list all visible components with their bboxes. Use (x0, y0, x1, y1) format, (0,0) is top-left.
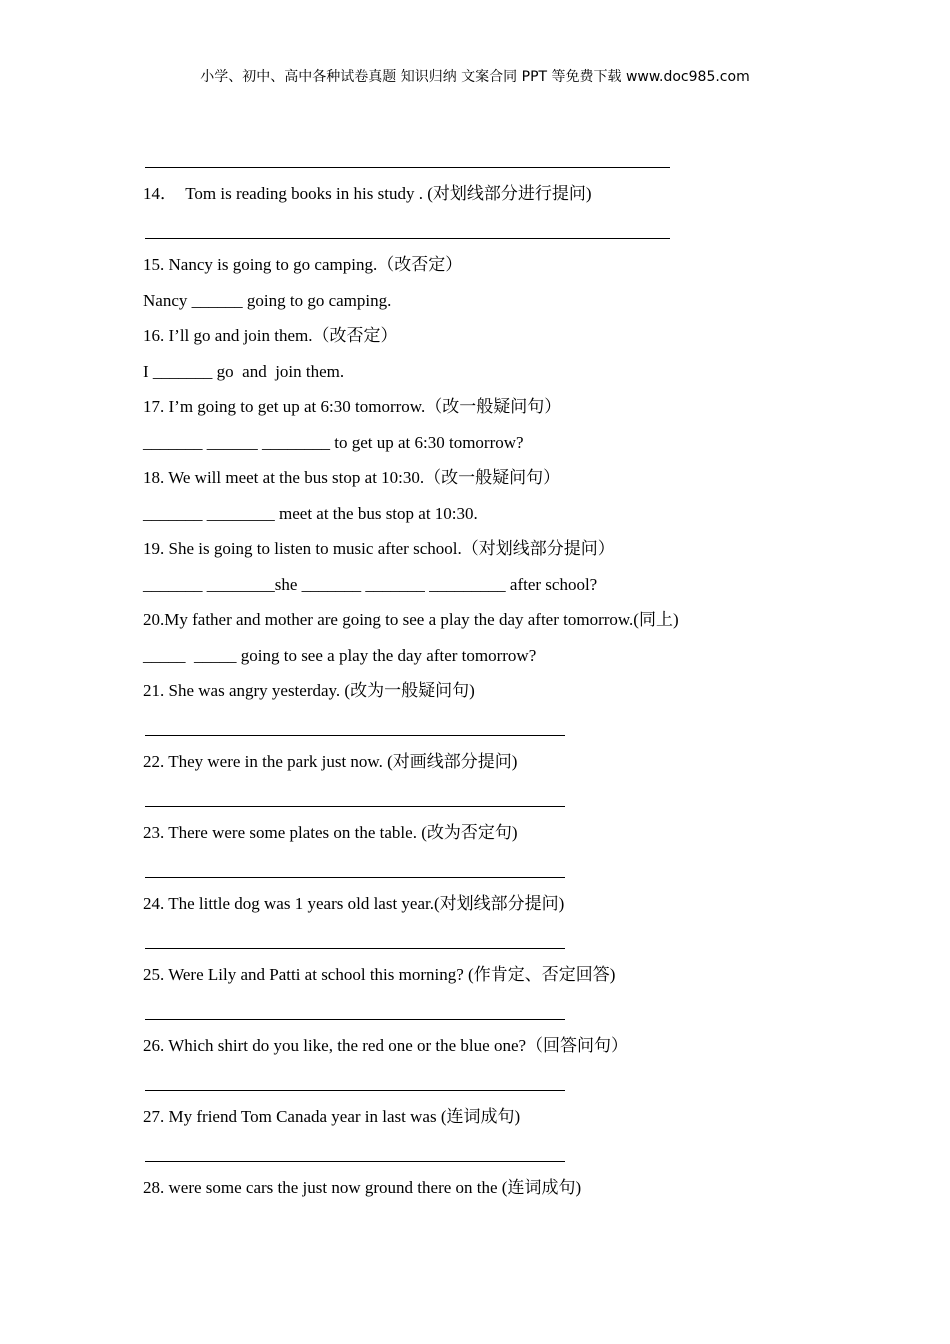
question-15: 15. Nancy is going to go camping.（改否定） (143, 255, 463, 274)
question-21: 21. She was angry yesterday. (改为一般疑问句) (143, 681, 475, 700)
question-28: 28. were some cars the just now ground there on the (连词成句) (143, 1178, 582, 1197)
question-24: 24. The little dog was 1 years old last year.(对划线部分提问) (143, 894, 565, 913)
answer-line (145, 735, 565, 736)
question-20: 20.My father and mother are going to see a play the day after tomorrow.(同上) (143, 610, 679, 629)
answer-line (145, 1161, 565, 1162)
answer-line (145, 948, 565, 949)
question-16: 16. I’ll go and join them.（改否定） (143, 326, 398, 345)
answer-line (145, 877, 565, 878)
question-26: 26. Which shirt do you like, the red one or the blue one?（回答问句） (143, 1036, 629, 1055)
question-23: 23. There were some plates on the table. (改为否定句) (143, 823, 518, 842)
answer-line (145, 1019, 565, 1020)
answer-19: _______ ________she _______ _______ _________ after school? (143, 575, 598, 594)
answer-20: _____ _____ going to see a play the day after tomorrow? (143, 646, 537, 665)
answer-15: Nancy ______ going to go camping. (143, 291, 392, 310)
question-18: 18. We will meet at the bus stop at 10:30.（改一般疑问句） (143, 468, 561, 487)
question-22: 22. They were in the park just now. (对画线部分提问) (143, 752, 518, 771)
question-25: 25. Were Lily and Patti at school this morning? (作肯定、否定回答) (143, 965, 616, 984)
answer-line (145, 167, 670, 168)
answer-17: _______ ______ ________ to get up at 6:30 tomorrow? (143, 433, 524, 452)
question-14: 14． Tom is reading books in his study . (对划线部分进行提问) (143, 184, 592, 203)
answer-16: I _______ go and join them. (143, 362, 345, 381)
question-27: 27. My friend Tom Canada year in last was (连词成句) (143, 1107, 521, 1126)
answer-line (145, 238, 670, 239)
answer-18: _______ ________ meet at the bus stop at 10:30. (143, 504, 478, 523)
answer-line (145, 1090, 565, 1091)
question-19: 19. She is going to listen to music after school.（对划线部分提问） (143, 539, 615, 558)
answer-line (145, 806, 565, 807)
question-17: 17. I’m going to get up at 6:30 tomorrow.（改一般疑问句） (143, 397, 562, 416)
page-header: 小学、初中、高中各种试卷真题 知识归纳 文案合同 PPT 等免费下载 www.doc985.com (200, 69, 750, 85)
